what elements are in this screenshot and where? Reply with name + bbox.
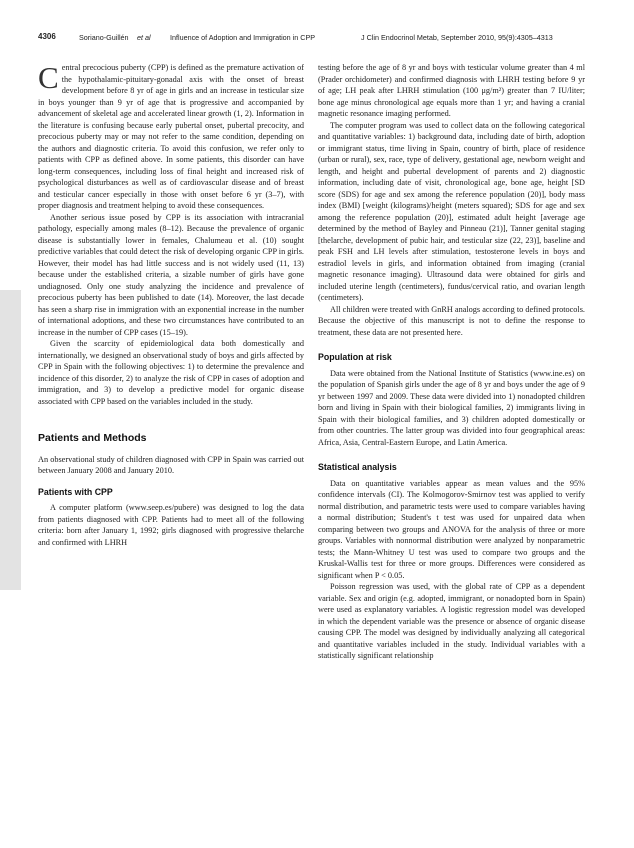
subsection-heading-statistics: Statistical analysis — [318, 462, 397, 472]
treatment-paragraph: All children were treated with GnRH analogs according to defined protocols. Because the objective of this manuscript is not to define the response to treatment, these data are not presented here. — [318, 304, 585, 337]
intro-paragraph-1-text: entral precocious puberty (CPP) is defined as the premature activation of the hypothalamic-pituitary-gonadal axis with the onset of breast development before 8 yr of age in girls and an increase in testicular size in boys younger than 9 yr of age that is progressive and accompanied by advancement of skeletal age and accelerated linear growth (1, 2). Information in the literature is confusing because early pubertal onset, pubertal precocity, and precocious puberty may or may not refer to the same condition, depending on the authors and diagnostic criteria. To avoid this confusion, we refer only to patients with CPP as defined above. In some patients, this disorder can have long-term consequences, including loss of final height and increased risk of psychological disturbances as well as of cardiovascular disease and of breast and testicular cancer especially in those with onset before 6 yr (3–7), with proper diagnosis and treatment helping to avoid these consequences. — [38, 63, 304, 210]
methods-paragraph: An observational study of children diagnosed with CPP in Spain was carried out between January 2008 and January 2010. — [38, 454, 304, 475]
computer-program-paragraph: The computer program was used to collect data on the following categorical and quantitative variables: 1) background data, including date of birth, adoption or immigrant status, time living in Spain, country of birth, place of residence (urban or rural), sex, race, type of delivery, gestational age, newborn weight and length, and height and pubertal development of parents and 2) diagnostic information, including date of visit, chronological age, bone age, height [SD score (SDS) for age and sex among the reference population (20)], body mass index (BMI) [weight (kilograms)/height (meters squared); SDS for age and sex among the reference population (20)], estimated adult height [average age determined by the method of Bayley and Pinneau (21)], Tanner genital staging [thelarche, development of pubic hair, and testicular size (22, 23)], baseline and peak FSH and LH levels after stimulation, testosterone levels in boys and estradiol levels in girls, and information obtained from imaging (cranial magnetic resonance imaging). Ultrasound data were obtained for girls and included uterine length (centimeters), fundus/cervical ratio, and ovarian length (centimeters). — [318, 120, 585, 302]
subsection-heading-population: Population at risk — [318, 352, 392, 362]
header-authors: Soriano-Guillén — [79, 33, 129, 42]
intro-paragraph-1 — [38, 62, 304, 212]
header-et-al: et al — [137, 33, 151, 42]
header-journal: J Clin Endocrinol Metab, September 2010, 95(9):4305–4313 — [361, 33, 553, 42]
patients-paragraph: A computer platform (www.seep.es/pubere) was designed to log the data from patients diagnosed with CPP. Patients had to meet all of the following criteria: born after January 1, 1992; girls diagnosed with progressive thelarche and confirmed with LHRH — [38, 503, 304, 547]
statistics-paragraph-1: Data on quantitative variables appear as mean values and the 95% confidence intervals (CI). The Kolmogorov-Smirnov test was applied to verify normal distribution, and parametric tests were used to compare variables having a normal distribution; Student's t test was used for unpaired data when comparing between two groups and ANOVA for the analysis of three or more groups. Variables with nonnormal distribution were analyzed by nonparametric tests; the Mann-Whitney U test was used to compare two groups and the Kruskal-Wallis test for three or more groups. Differences were considered as significant when P < 0.05. — [318, 478, 585, 580]
margin-shading — [0, 290, 21, 590]
page-number: 4306 — [38, 32, 56, 41]
statistics-paragraph-2: Poisson regression was used, with the global rate of CPP as a dependent variable. Sex and origin (e.g. adopted, immigrant, or nonadopted born in Spain) were used as explanatory variables. A logistic regression model was developed in which the dependent variable was the presence or absence of organic disease causing CPP. The model was designed by individually analyzing all categorical and quantitative variables included in the study. Individual variables with a statistically significant relationship — [318, 582, 585, 660]
intro-paragraph-2: Another serious issue posed by CPP is its association with intracranial pathology, especially among males (8–12). Because the prevalence of organic disease is substantially lower in females, Chalumeau et al. (10) sought predictive variables that could detect the risk of developing organic CPP in girls. However, their model has had little success and is not widely used (11, 13) because under the established criteria, a sizable number of girls have gone undiagnosed. Only one study analyzing the incidence and prevalence of precocious puberty has been published to date (14). Moreover, the last decade has seen a sharp rise in immigration with an exponential increase in the number of international adoptions, and these two circumstances have contributed to an increase in the number of CPP cases (15–19). — [38, 212, 304, 337]
right-column — [318, 62, 585, 662]
left-column — [38, 62, 304, 548]
drop-cap: C — [38, 60, 59, 95]
criteria-continued-paragraph: testing before the age of 8 yr and boys with testicular volume greater than 4 ml (Prader orchidometer) and confirmed diagnosis with LHRH testing before 9 yr of age; LH peak after LHRH stimulation (100 μg/m²) greater than 7 IU/liter; bone age minus chronological age equals more than 1 yr; and having a cranial magnetic resonance imaging performed. — [318, 63, 585, 118]
section-heading-methods: Patients and Methods — [38, 432, 147, 444]
population-paragraph: Data were obtained from the National Institute of Statistics (www.ine.es) on the population of Spanish girls under the age of 8 yr and boys under the age of 9 yr between 1997 and 2009. These data were divided into 1) nonadopted children born and living in Spain with their biological families, 2) immigrants living in Spain with their biological families, and 3) children adopted domestically or from other countries. The latter group was divided into four geographical areas: Africa, Asia, Central-Eastern Europe, and Latin America. — [318, 368, 585, 447]
subsection-heading-patients: Patients with CPP — [38, 486, 113, 497]
intro-paragraph-3: Given the scarcity of epidemiological data both domestically and internationally, we designed an observational study of boys and girls affected by CPP in Spain with the following objectives: 1) to determine the prevalence and incidence of this disorder, 2) to analyze the risk of CPP in cases of adoption and immigration, and 3) to develop a predictive model for organic disease associated with CPP based on the variables included in the study. — [38, 339, 304, 406]
running-header — [38, 33, 598, 45]
header-title: Influence of Adoption and Immigration in CPP — [170, 33, 316, 42]
